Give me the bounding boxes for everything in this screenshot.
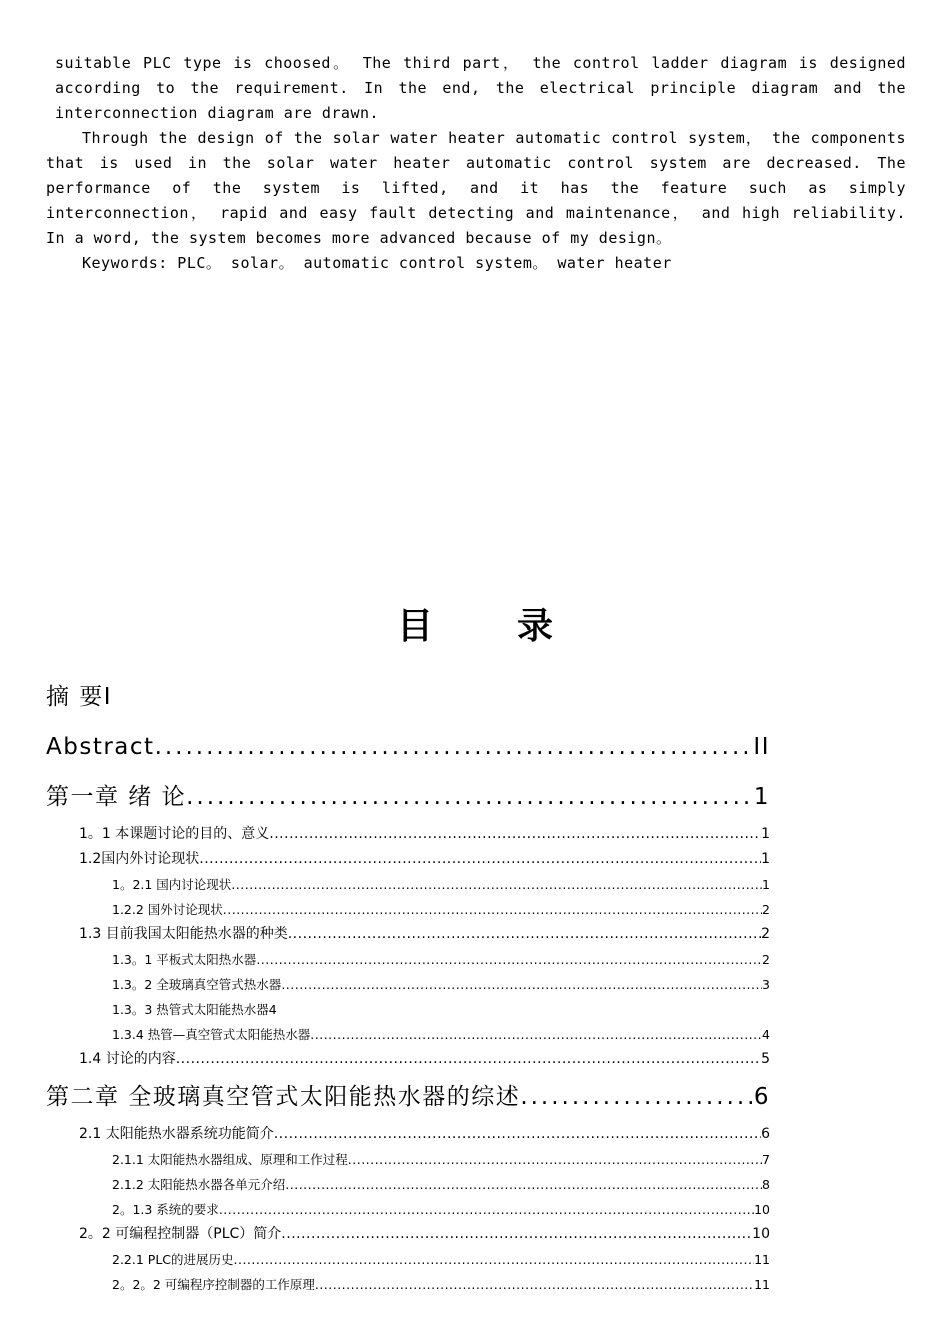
toc-entry-label: 1.3.4 热管—真空管式太阳能热水器 xyxy=(112,1027,311,1042)
abstract-paragraph: suitable PLC type is choosed。 The third part， the control ladder diagram is designed according to the requirement. In the end, the electrical principle diagram and the interconnection diagram are drawn. xyxy=(55,54,906,122)
abstract-paragraph: Through the design of the solar water heater automatic control system， the components that is used in the solar water heater automatic control system are decreased. The performance of the system is lifted, and it has the feature such as simply interconnection， rapid and easy fault detecting and maintenance， and high reliability. In a word, the system becomes more advanced because of my design。 xyxy=(46,129,906,247)
toc-dot-leader xyxy=(269,822,761,847)
toc-entry-label: 1.3 目前我国太阳能热水器的种类 xyxy=(79,926,288,942)
toc-page-number: 11 xyxy=(754,1277,770,1292)
table-of-contents xyxy=(46,672,770,1297)
toc-entry-label: 1.4 讨论的内容 xyxy=(79,1051,176,1067)
toc-entry-label: 1.3。3 热管式太阳能热水器4 xyxy=(112,1002,277,1017)
toc-dot-leader xyxy=(234,1247,755,1272)
toc-dot-leader xyxy=(288,922,761,947)
toc-entry-label: 1.3。2 全玻璃真空管式热水器 xyxy=(112,977,282,992)
toc-entry-label: 2.1 太阳能热水器系统功能简介 xyxy=(79,1126,274,1142)
toc-page-number: 6 xyxy=(761,1126,770,1142)
toc-entry[interactable] xyxy=(46,847,770,872)
toc-entry-label: 第一章 绪 论 xyxy=(46,784,187,810)
toc-page-number: 2 xyxy=(762,952,770,967)
toc-page-number: 1 xyxy=(761,826,770,842)
toc-entry-label: 第二章 全玻璃真空管式太阳能热水器的综述 xyxy=(46,1084,521,1110)
toc-page-number: 11 xyxy=(754,1252,770,1267)
toc-dot-leader xyxy=(310,1022,762,1047)
toc-page-number: 10 xyxy=(752,1226,770,1242)
toc-title xyxy=(0,598,950,649)
toc-dot-leader xyxy=(223,897,762,922)
toc-entry[interactable] xyxy=(46,1072,770,1122)
toc-entry[interactable] xyxy=(46,1047,770,1072)
toc-page-number: 7 xyxy=(762,1152,770,1167)
keywords-line: Keywords: PLC。 solar。 automatic control system。 water heater xyxy=(82,254,672,272)
toc-entry-label: 1。2.1 国内讨论现状 xyxy=(112,877,232,892)
toc-entry-label: 1。1 本课题讨论的目的、意义 xyxy=(79,826,270,842)
toc-page-number: 1 xyxy=(753,784,770,810)
toc-entry-label: Abstract xyxy=(46,734,155,760)
toc-entry[interactable] xyxy=(46,1172,770,1197)
abstract-continuation xyxy=(46,51,906,276)
toc-entry[interactable] xyxy=(46,997,770,1022)
toc-entry[interactable] xyxy=(46,772,770,822)
toc-page-number: 2 xyxy=(762,902,770,917)
toc-title-left: 目 xyxy=(396,606,433,647)
toc-dot-leader xyxy=(199,847,761,872)
toc-dot-leader xyxy=(176,1047,761,1072)
toc-entry-label: 1.2.2 国外讨论现状 xyxy=(112,902,223,917)
toc-dot-leader xyxy=(256,947,762,972)
toc-page-number: 8 xyxy=(762,1177,770,1192)
toc-entry[interactable] xyxy=(46,1197,770,1222)
toc-entry[interactable] xyxy=(46,1222,770,1247)
toc-entry-label: 摘 要I xyxy=(46,684,113,710)
toc-dot-leader xyxy=(219,1197,754,1222)
toc-dot-leader xyxy=(285,1172,762,1197)
toc-entry-label: 2。1.3 系统的要求 xyxy=(112,1202,219,1217)
toc-entry[interactable] xyxy=(46,872,770,897)
toc-entry[interactable] xyxy=(46,1122,770,1147)
toc-dot-leader xyxy=(155,722,754,772)
toc-dot-leader xyxy=(348,1147,762,1172)
toc-entry[interactable] xyxy=(46,972,770,997)
toc-entry[interactable] xyxy=(46,947,770,972)
toc-dot-leader xyxy=(520,1072,754,1122)
toc-entry-label: 1.2国内外讨论现状 xyxy=(79,851,200,867)
toc-dot-leader xyxy=(274,1122,761,1147)
toc-page-number: II xyxy=(753,734,770,760)
toc-entry-label: 2。2。2 可编程序控制器的工作原理 xyxy=(112,1277,315,1292)
toc-dot-leader xyxy=(281,1222,752,1247)
toc-page-number: 5 xyxy=(761,1051,770,1067)
toc-entry[interactable] xyxy=(46,1247,770,1272)
toc-entry[interactable] xyxy=(46,1272,770,1297)
toc-page-number: 1 xyxy=(761,851,770,867)
toc-entry-label: 2.1.2 太阳能热水器各单元介绍 xyxy=(112,1177,286,1192)
toc-entry-label: 2。2 可编程控制器（PLC）简介 xyxy=(79,1226,282,1242)
toc-dot-leader xyxy=(231,872,762,897)
toc-entry[interactable] xyxy=(46,822,770,847)
toc-dot-leader xyxy=(315,1272,754,1297)
toc-page-number: 3 xyxy=(762,977,770,992)
toc-entry[interactable] xyxy=(46,922,770,947)
toc-title-right: 录 xyxy=(517,606,554,647)
toc-page-number: 4 xyxy=(762,1027,770,1042)
toc-entry-label: 2.2.1 PLC的进展历史 xyxy=(112,1252,234,1267)
toc-page-number: 1 xyxy=(762,877,770,892)
toc-page-number: 2 xyxy=(761,926,770,942)
toc-entry[interactable] xyxy=(46,1147,770,1172)
toc-entry[interactable] xyxy=(46,897,770,922)
toc-entry[interactable] xyxy=(46,722,770,772)
toc-page-number: 10 xyxy=(754,1202,770,1217)
toc-entry[interactable] xyxy=(46,1022,770,1047)
toc-dot-leader xyxy=(281,972,762,997)
toc-dot-leader xyxy=(186,772,754,822)
toc-page-number: 6 xyxy=(753,1084,770,1110)
toc-entry[interactable] xyxy=(46,672,770,722)
toc-entry-label: 2.1.1 太阳能热水器组成、原理和工作过程 xyxy=(112,1152,348,1167)
toc-entry-label: 1.3。1 平板式太阳热水器 xyxy=(112,952,257,967)
